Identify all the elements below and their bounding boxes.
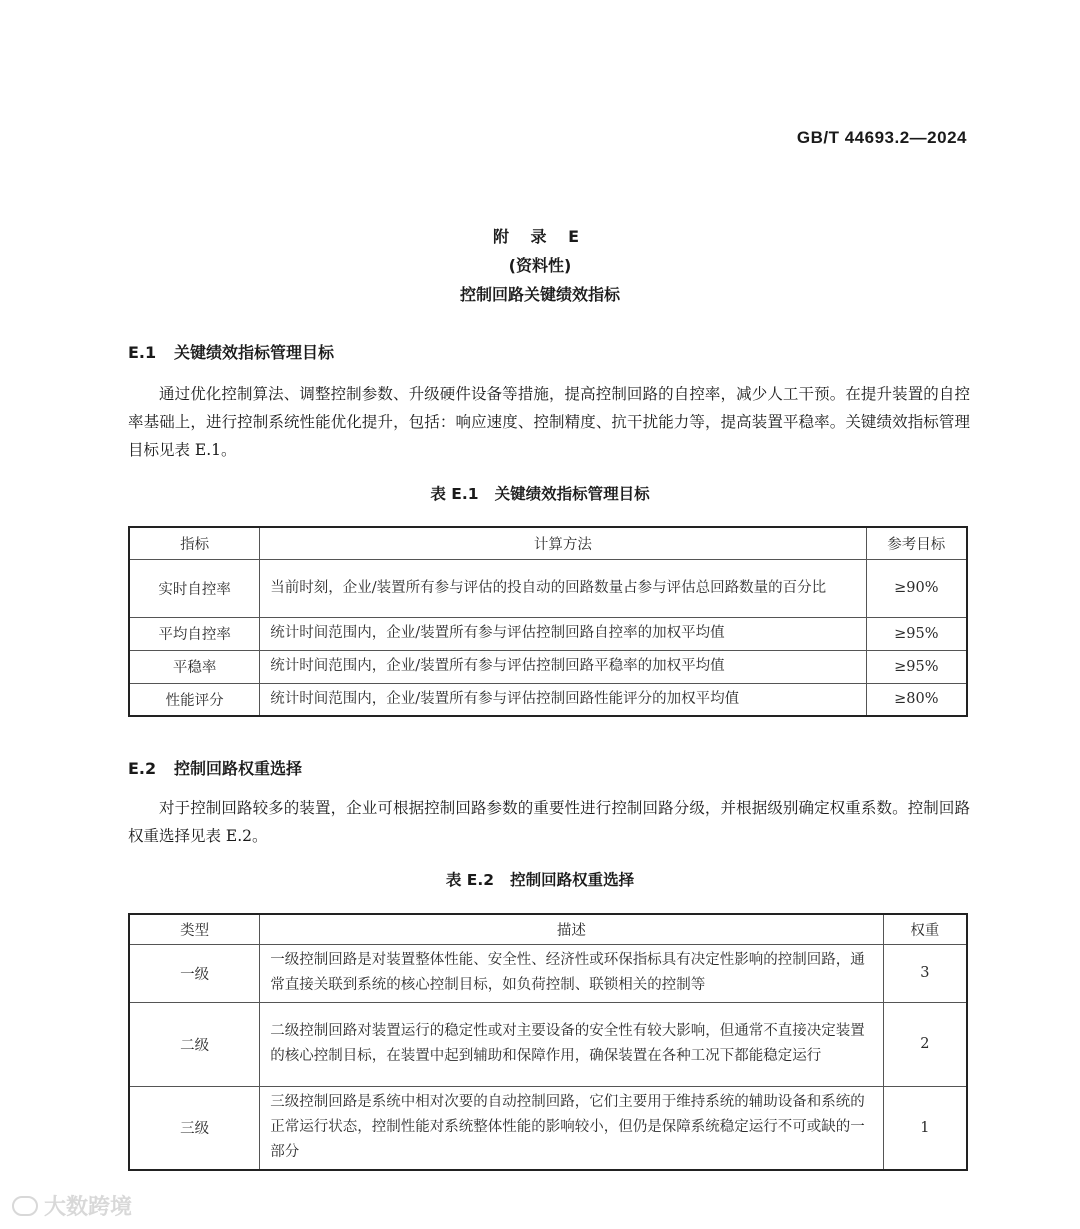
method-cell: 统计时间范围内，企业/装置所有参与评估控制回路性能评分的加权平均值 <box>260 683 866 716</box>
appendix-title: 控制回路关键绩效指标 <box>459 285 620 304</box>
indicator-cell: 实时自控率 <box>129 559 260 617</box>
description-cell: 三级控制回路是系统中相对次要的自动控制回路，它们主要用于维持系统的辅助设备和系统的正常运行状态，控制性能对系统整体性能的影响较小，但仍是保障系统稳定运行不可或缺的一部分 <box>260 1086 883 1170</box>
table-row <box>129 683 967 716</box>
header-cell-indicator: 指标 <box>129 527 260 559</box>
table-row <box>129 650 967 683</box>
type-cell: 二级 <box>129 1002 260 1086</box>
appendix-nature: (资料性) <box>508 256 572 275</box>
weight-table <box>128 913 968 1171</box>
table-caption-title: 关键绩效指标管理目标 <box>494 485 650 503</box>
header-cell-weight: 权重 <box>883 914 967 944</box>
target-cell: ≥95% <box>866 617 967 650</box>
table-row <box>129 1002 967 1086</box>
watermark <box>12 1190 132 1221</box>
weight-cell: 3 <box>883 944 967 1002</box>
section-title: 控制回路权重选择 <box>174 759 303 778</box>
section-heading-e1 <box>128 340 334 363</box>
table-header-row <box>129 527 967 559</box>
indicator-cell: 性能评分 <box>129 683 260 716</box>
weight-cell: 1 <box>883 1086 967 1170</box>
table-caption-number: 表 E.2 <box>445 871 495 889</box>
section-title: 关键绩效指标管理目标 <box>174 343 335 362</box>
target-cell: ≥95% <box>866 650 967 683</box>
table-row <box>129 559 967 617</box>
section-paragraph-e1 <box>128 380 970 464</box>
indicator-cell: 平稳率 <box>129 650 260 683</box>
table-row <box>129 617 967 650</box>
standard-number: GB/T 44693.2—2024 <box>796 128 967 147</box>
watermark-text: 大数跨境 <box>44 1195 133 1220</box>
kpi-table <box>128 526 968 717</box>
weight-cell: 2 <box>883 1002 967 1086</box>
table-caption-e1 <box>0 482 1080 504</box>
table-caption-title: 控制回路权重选择 <box>510 871 635 889</box>
header-cell-method: 计算方法 <box>260 527 866 559</box>
target-cell: ≥80% <box>866 683 967 716</box>
paragraph-text: 通过优化控制算法、调整控制参数、升级硬件设备等措施，提高控制回路的自控率，减少人工干预。在提升装置的自控率基础上，进行控制系统性能优化提升，包括：响应速度、控制精度、抗干扰能力等，提高装置平稳率。关键绩效指标管理目标见表 E.1。 <box>128 385 970 459</box>
table-row <box>129 944 967 1002</box>
paragraph-text: 对于控制回路较多的装置，企业可根据控制回路参数的重要性进行控制回路分级，并根据级别确定权重系数。控制回路权重选择见表 E.2。 <box>128 799 970 845</box>
indicator-cell: 平均自控率 <box>129 617 260 650</box>
section-number: E.2 <box>128 759 157 778</box>
header-cell-target: 参考目标 <box>866 527 967 559</box>
table-caption-e2 <box>0 868 1080 890</box>
section-heading-e2 <box>128 756 302 779</box>
table-header-row <box>129 914 967 944</box>
method-cell: 当前时刻，企业/装置所有参与评估的投自动的回路数量占参与评估总回路数量的百分比 <box>260 559 866 617</box>
table-caption-number: 表 E.1 <box>430 485 479 503</box>
watermark-logo-icon <box>12 1196 38 1216</box>
header-cell-description: 描述 <box>260 914 883 944</box>
appendix-label: 附 录 E <box>492 227 588 246</box>
section-paragraph-e2 <box>128 794 970 850</box>
description-cell: 一级控制回路是对装置整体性能、安全性、经济性或环保指标具有决定性影响的控制回路，通常直接关联到系统的核心控制目标，如负荷控制、联锁相关的控制等 <box>260 944 883 1002</box>
type-cell: 三级 <box>129 1086 260 1170</box>
type-cell: 一级 <box>129 944 260 1002</box>
description-cell: 二级控制回路对装置运行的稳定性或对主要设备的安全性有较大影响，但通常不直接决定装置的核心控制目标，在装置中起到辅助和保障作用，确保装置在各种工况下都能稳定运行 <box>260 1002 883 1086</box>
table-row <box>129 1086 967 1170</box>
method-cell: 统计时间范围内，企业/装置所有参与评估控制回路自控率的加权平均值 <box>260 617 866 650</box>
target-cell: ≥90% <box>866 559 967 617</box>
header-cell-type: 类型 <box>129 914 260 944</box>
method-cell: 统计时间范围内，企业/装置所有参与评估控制回路平稳率的加权平均值 <box>260 650 866 683</box>
section-number: E.1 <box>128 343 157 362</box>
